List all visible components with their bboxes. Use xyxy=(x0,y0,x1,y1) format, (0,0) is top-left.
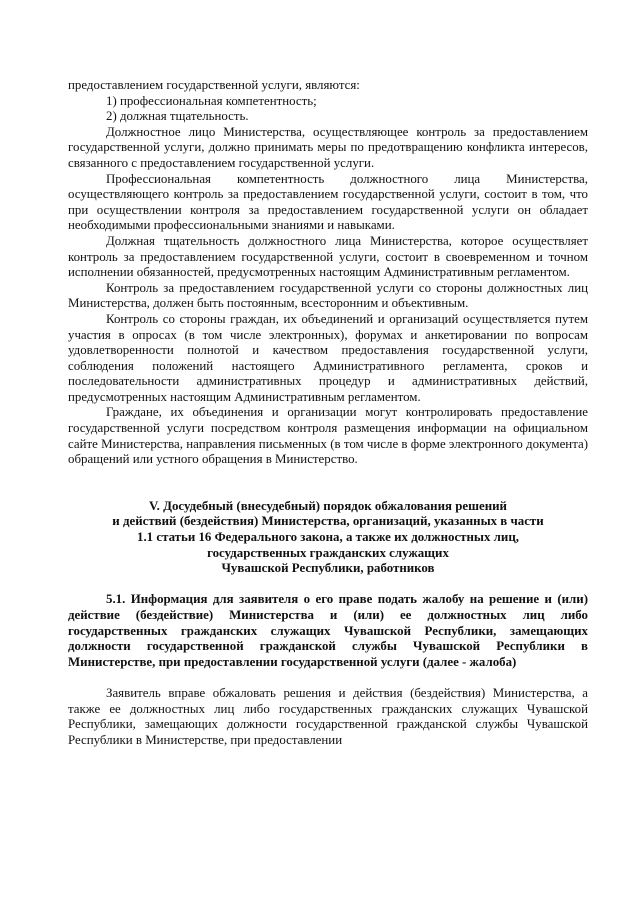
paragraph-continuation: предоставлением государственной услуги, являются: xyxy=(68,78,360,92)
list-item-diligence: 2) должная тщательность. xyxy=(106,109,249,124)
spacer xyxy=(68,670,588,686)
paragraph-citizen-monitoring: Граждане, их объединения и организации могут контролировать предоставление государственной услуги посредством контроля размещения информации на официальном сайте Министерства, направления письменных (в том числе в форме электронного документа) обращений или устного обращения в Министерство. xyxy=(68,405,588,467)
subsection-heading: 5.1. Информация для заявителя о его праве подать жалобу на решение и (или) действие (бездействие) Министерства и (или) ее должностных лиц либо государственных гражданских служащих Чувашской Республики, замещающих должности государственной гражданской службы Чувашской Республики в Министерстве, при предоставлении государственной услуги (далее - жалоба) xyxy=(68,592,588,669)
spacer xyxy=(68,577,588,593)
paragraph-professional-competence: Профессиональная компетентность должностного лица Министерства, осуществляющего контроль за предоставлением государственной услуги, состоит в том, что при осуществлении контроля за предоставлением государственной услуги он обладает необходимыми профессиональными знаниями и навыками. xyxy=(68,171,588,233)
paragraph-appeal-right: Заявитель вправе обжаловать решения и действия (бездействия) Министерства, а также ее должностных лиц либо государственных гражданских служащих Чувашской Республики, замещающих должности государственной гражданской службы Чувашской Республики в Министерстве, при предоставлении xyxy=(68,685,588,747)
section-heading-line: Чувашской Республики, работников xyxy=(221,561,435,576)
section-heading-line: и действий (бездействия) Министерства, организаций, указанных в части xyxy=(112,514,544,529)
paragraph-control-requirements: Контроль за предоставлением государственной услуги со стороны должностных лиц Министерства, должен быть постоянным, всесторонним и объективным. xyxy=(68,280,588,311)
paragraph-conflict-of-interest: Должностное лицо Министерства, осуществляющее контроль за предоставлением государственной услуги, должно принимать меры по предотвращению конфликта интересов, связанного с предоставлением государственной услуги. xyxy=(68,124,588,170)
spacer xyxy=(68,468,588,499)
section-heading-line: V. Досудебный (внесудебный) порядок обжалования решений xyxy=(149,498,507,513)
section-heading-line: 1.1 статьи 16 Федерального закона, а также их должностных лиц, xyxy=(137,530,519,545)
paragraph-citizen-control: Контроль со стороны граждан, их объединений и организаций осуществляется путем участия в опросах (в том числе электронных), форумах и анкетировании по вопросам удовлетворенности полнотой и качеством предоставления государственной услуги, соблюдения положений настоящего Административного регламента, сроков и последовательности административных процедур и административных действий, предусмотренных настоящим Административным регламентом. xyxy=(68,311,588,404)
section-heading xyxy=(68,499,588,577)
list-item-competence: 1) профессиональная компетентность; xyxy=(106,93,317,108)
paragraph-due-diligence: Должная тщательность должностного лица Министерства, которое осуществляет контроль за предоставлением государственной услуги, состоит в своевременном и точном исполнении обязанностей, предусмотренных настоящим Административным регламентом. xyxy=(68,233,588,280)
document-page xyxy=(68,78,588,748)
section-heading-line: государственных гражданских служащих xyxy=(207,545,449,560)
